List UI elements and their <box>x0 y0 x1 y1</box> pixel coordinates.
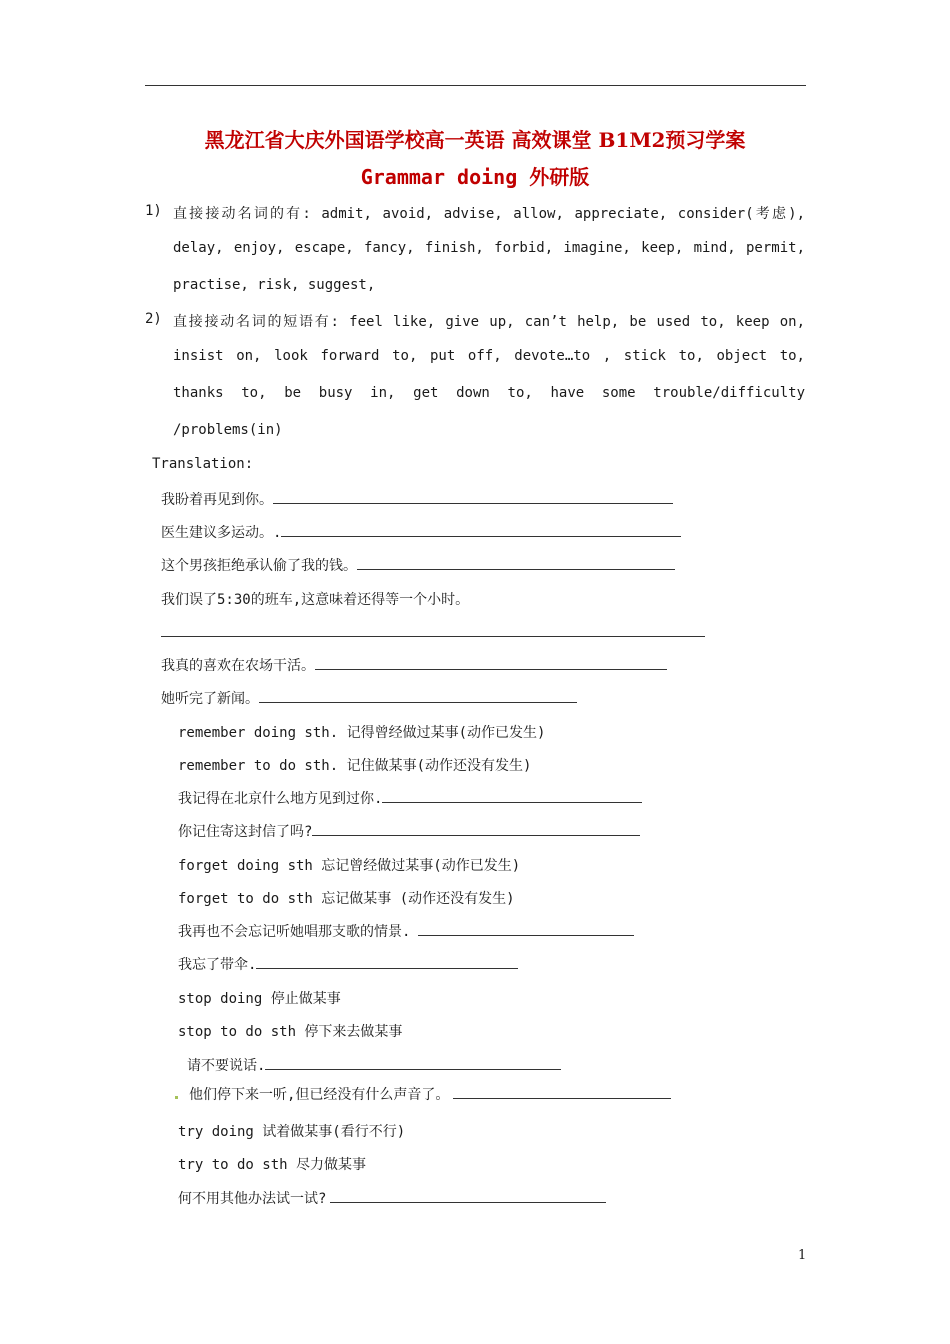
exercise-text: 我盼着再见到你。 <box>161 492 273 508</box>
translation-label: Translation: <box>152 456 254 472</box>
grammar-note: forget doing sth 忘记曾经做过某事(动作已发生) <box>178 858 521 874</box>
exercise-text: 我再也不会忘记听她唱那支歌的情景. <box>178 924 411 940</box>
section-2-line: insist on, look forward to, put off, devote…to , stick to, object to, <box>173 348 805 364</box>
exercise-text: 何不用其他办法试一试? <box>178 1191 327 1207</box>
exercise-item <box>178 788 642 808</box>
exercise-item <box>161 589 469 609</box>
answer-blank[interactable] <box>273 489 673 504</box>
exercise-text: 请不要说话. <box>187 1058 266 1074</box>
exercise-text: 你记住寄这封信了吗? <box>178 824 313 840</box>
section-2-line: /problems(in) <box>173 422 283 438</box>
grammar-note: try doing 试着做某事(看行不行) <box>178 1124 406 1140</box>
answer-blank[interactable] <box>315 655 667 670</box>
exercise-text: 医生建议多运动。. <box>161 525 282 541</box>
exercise-item <box>161 522 681 542</box>
exercise-item <box>178 954 518 974</box>
exercise-text: 我忘了带伞. <box>178 957 257 973</box>
section-1-line: delay, enjoy, escape, fancy, finish, forbid, imagine, keep, mind, permit, <box>173 240 805 256</box>
exercise-item <box>175 1084 671 1104</box>
exercise-item <box>187 1055 561 1075</box>
answer-blank[interactable] <box>265 1055 561 1070</box>
grammar-note: remember to do sth. 记住做某事(动作还没有发生) <box>178 758 532 774</box>
subtitle-chinese: 外研版 <box>529 165 590 189</box>
grammar-note: remember doing sth. 记得曾经做过某事(动作已发生) <box>178 725 546 741</box>
grammar-note: stop to do sth 停下来去做某事 <box>178 1024 403 1040</box>
section-1-line: practise, risk, suggest, <box>173 277 376 293</box>
exercise-item <box>161 655 667 675</box>
grammar-note: forget to do sth 忘记做某事 (动作还没有发生) <box>178 891 515 907</box>
grammar-note: try to do sth 尽力做某事 <box>178 1157 367 1173</box>
document-title: 黑龙江省大庆外国语学校高一英语 高效课堂 B1M2预习学案 <box>204 128 746 152</box>
exercise-item <box>161 489 673 509</box>
exercise-text: 我记得在北京什么地方见到过你. <box>178 791 383 807</box>
exercise-text: 他们停下来一听,但已经没有什么声音了。 <box>189 1087 450 1103</box>
exercise-text: 这个男孩拒绝承认偷了我的钱。 <box>161 558 357 574</box>
grammar-note: stop doing 停止做某事 <box>178 991 341 1007</box>
answer-blank[interactable] <box>259 688 577 703</box>
answer-blank[interactable] <box>418 921 634 936</box>
subtitle-english: Grammar doing <box>360 165 530 189</box>
exercise-text: 我真的喜欢在农场干活。 <box>161 658 315 674</box>
answer-blank[interactable] <box>312 821 640 836</box>
exercise-item <box>161 622 705 641</box>
answer-blank[interactable] <box>382 788 642 803</box>
answer-blank[interactable] <box>330 1188 606 1203</box>
answer-blank[interactable] <box>161 622 705 637</box>
section-1-line: 直接接动名词的有: admit, avoid, advise, allow, appreciate, consider(考虑), <box>173 206 805 222</box>
section-2-line: 直接接动名词的短语有: feel like, give up, can’t help, be used to, keep on, <box>173 314 805 330</box>
answer-blank[interactable] <box>256 954 518 969</box>
page-number: 1 <box>798 1248 807 1263</box>
mark-dot <box>175 1096 178 1099</box>
document-subtitle <box>0 161 950 190</box>
section-1-number: 1) <box>145 203 162 219</box>
exercise-item <box>178 821 640 841</box>
exercise-text: 我们误了5:30的班车,这意味着还得等一个小时。 <box>161 592 470 608</box>
section-2-number: 2) <box>145 311 162 327</box>
answer-blank[interactable] <box>453 1084 671 1099</box>
exercise-text: 她听完了新闻。 <box>161 691 259 707</box>
answer-blank[interactable] <box>281 522 681 537</box>
exercise-item <box>161 555 675 575</box>
answer-blank[interactable] <box>357 555 675 570</box>
section-2-line: thanks to, be busy in, get down to, have some trouble/difficulty <box>173 385 805 401</box>
exercise-item <box>178 1188 606 1208</box>
header-rule <box>145 85 806 86</box>
exercise-item <box>161 688 577 708</box>
exercise-item <box>178 921 634 941</box>
